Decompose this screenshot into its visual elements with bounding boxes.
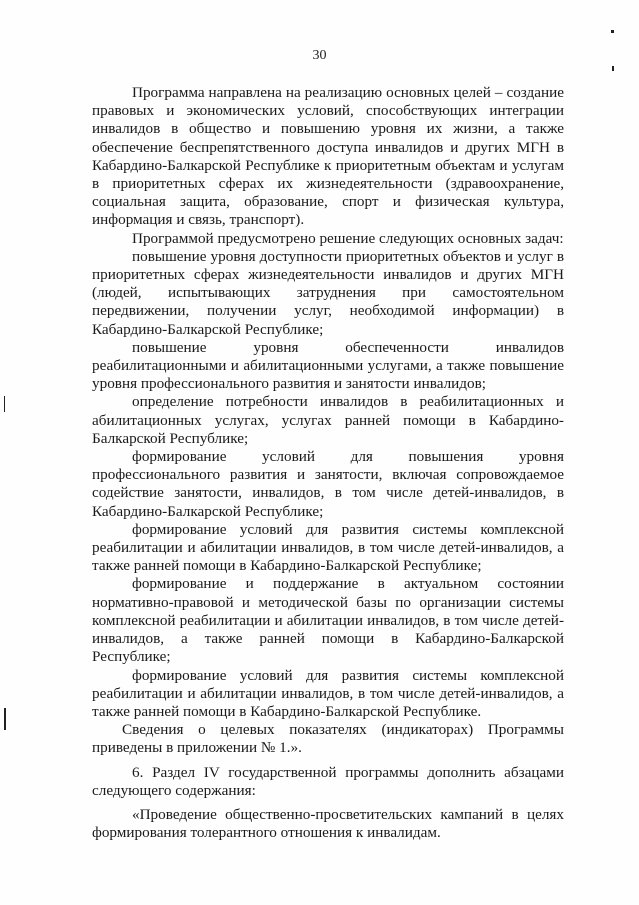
scan-mark-right xyxy=(612,66,614,71)
paragraph-task-rehabilitation: формирование условий для развития системы комплексной реабилитации и абилитации инвалидов, в том числе детей-инвалидов, а также ранней помощи в Кабардино-Балкарской Республике; xyxy=(92,520,564,575)
paragraph-task-employment: формирование условий для повышения уровня профессионального развития и занятости, включая сопровождаемое содействие занятости, инвалидов, в том числе детей-инвалидов, в Кабардино-Балкарской Республике; xyxy=(92,448,564,520)
paragraph-indicators: Сведения о целевых показателях (индикаторах) Программы приведены в приложении № 1.». xyxy=(92,721,564,757)
page-number: 30 xyxy=(312,48,327,63)
scan-mark-left xyxy=(4,396,5,412)
paragraph-task-provision: повышение уровня обеспеченности инвалидов реабилитационными и абилитационными услугами, а также повышение уровня профессионального развития и занятости инвалидов; xyxy=(92,338,564,393)
document-body xyxy=(92,84,564,842)
paragraph-campaigns: «Проведение общественно-просветительских кампаний в целях формирования толерантного отношения к инвалидам. xyxy=(92,805,564,842)
scan-mark-left-lower xyxy=(4,708,6,730)
paragraph-task-needs: определение потребности инвалидов в реабилитационных и абилитационных услугах, услугах ранней помощи в Кабардино-Балкарской Республике; xyxy=(92,393,564,447)
paragraph-section-amendment: 6. Раздел IV государственной программы дополнить абзацами следующего содержания: xyxy=(92,763,564,799)
paragraph-program-goals: Программа направлена на реализацию основных целей – создание правовых и экономических условий, способствующих интеграции инвалидов в общество и повышению уровня их жизни, а также обеспечение беспрепятственного доступа инвалидов и других МГН в Кабардино-Балкарской Республике к приоритетным объектам и услугам в приоритетных сферах их жизнедеятельности (здравоохранение, социальная защита, образование, спорт и физическая культура, информация и связь, транспорт). xyxy=(92,84,564,229)
paragraph-tasks-intro: Программой предусмотрено решение следующих основных задач: xyxy=(132,229,564,247)
scan-mark-top-right xyxy=(611,30,614,33)
paragraph-task-accessibility: повышение уровня доступности приоритетных объектов и услуг в приоритетных сферах жизнедеятельности инвалидов и других МГН (людей, испытывающих затруднения при самостоятельном передвижении, получении услуг, необходимой информации) в Кабардино-Балкарской Республике; xyxy=(92,247,564,338)
paragraph-task-legal-base: формирование и поддержание в актуальном состоянии нормативно-правовой и методической базы по организации системы комплексной реабилитации и абилитации инвалидов, в том числе детей-инвалидов, а также ранней помощи в Кабардино-Балкарской Республике; xyxy=(92,575,564,666)
paragraph-task-rehabilitation-2: формирование условий для развития системы комплексной реабилитации и абилитации инвалидов, в том числе детей-инвалидов, а также ранней помощи в Кабардино-Балкарской Республике. xyxy=(92,666,564,720)
